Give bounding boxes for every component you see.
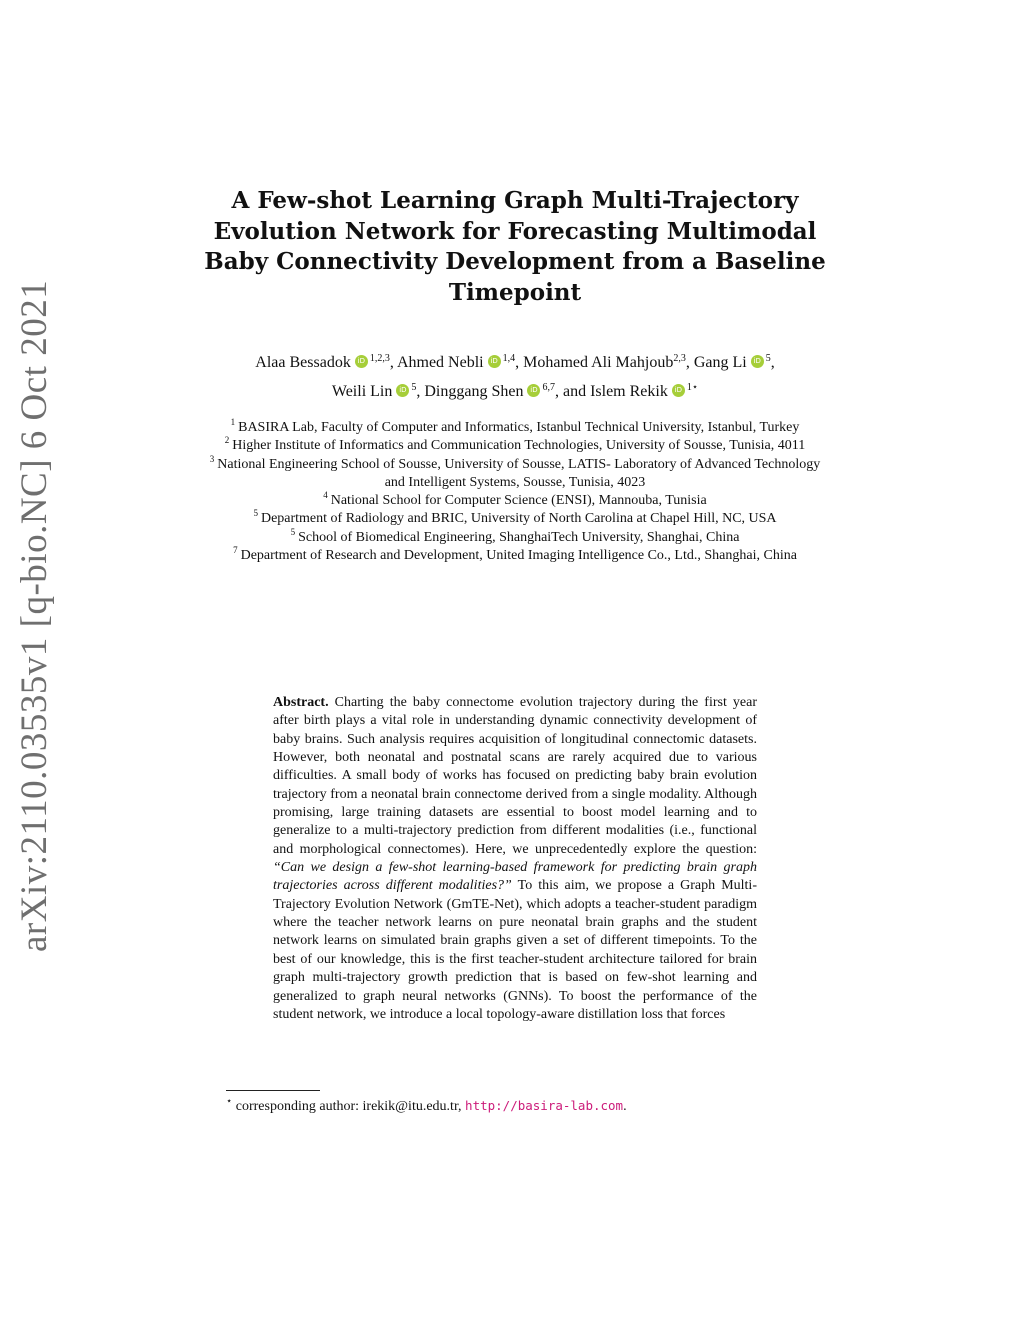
abstract bbox=[273, 694, 757, 1024]
author-name: Islem Rekik bbox=[590, 383, 668, 400]
author-separator: , bbox=[389, 354, 397, 371]
orcid-icon[interactable]: iD bbox=[488, 355, 501, 368]
orcid-icon[interactable]: iD bbox=[527, 384, 540, 397]
orcid-icon[interactable]: iD bbox=[355, 355, 368, 368]
footnote-text: corresponding author: irekik@itu.edu.tr, bbox=[235, 1099, 462, 1114]
author-name: Weili Lin bbox=[331, 383, 393, 400]
arxiv-identifier-stamp: arXiv:2110.03535v1 [q-bio.NC] 6 Oct 2021 bbox=[14, 279, 55, 952]
affiliation-list bbox=[205, 419, 825, 565]
paper-title: A Few-shot Learning Graph Multi-Trajectory Evolution Network for Forecasting Multimodal Baby Connectivity Development from a Baseline Timepoint bbox=[204, 187, 826, 306]
affiliation-text: National School for Computer Science (ENSI), Mannouba, Tunisia bbox=[330, 493, 707, 509]
affiliation-number: 3 bbox=[209, 453, 215, 464]
affiliation-number: 5 bbox=[290, 526, 296, 537]
author-affiliation-marker: 1,2,3 bbox=[369, 353, 390, 364]
abstract-heading: Abstract. bbox=[273, 695, 329, 710]
affiliation-item bbox=[205, 547, 825, 565]
orcid-icon[interactable]: iD bbox=[751, 355, 764, 368]
orcid-icon[interactable]: iD bbox=[396, 384, 409, 397]
author-affiliation-marker: 5 bbox=[411, 382, 417, 393]
author-separator: , bbox=[770, 354, 775, 371]
affiliation-text: National Engineering School of Sousse, University of Sousse, LATIS- Laboratory of Advanced Technology and Intelligent Systems, Sousse, Tunisia, 4023 bbox=[217, 456, 821, 490]
author-affiliation-marker: 2,3 bbox=[673, 353, 686, 364]
affiliation-text: Department of Research and Development, United Imaging Intelligence Co., Ltd., Shanghai, China bbox=[240, 548, 797, 564]
affiliation-item bbox=[205, 437, 825, 455]
affiliation-item bbox=[205, 453, 825, 493]
corresponding-author-footnote bbox=[226, 1097, 627, 1116]
author-name: Dinggang Shen bbox=[424, 383, 524, 400]
affiliation-item bbox=[205, 492, 825, 510]
lab-website-link[interactable]: http://basira-lab.com bbox=[465, 1098, 624, 1113]
affiliation-number: 4 bbox=[323, 490, 328, 501]
author-separator: , bbox=[515, 354, 524, 371]
author-affiliation-marker: 1⋆ bbox=[686, 382, 699, 393]
author-separator: , and bbox=[554, 383, 591, 400]
affiliation-text: Higher Institute of Informatics and Communication Technologies, University of Sousse, Tunisia, 4011 bbox=[232, 438, 806, 454]
author-affiliation-marker: 6,7 bbox=[542, 382, 555, 393]
affiliation-number: 7 bbox=[233, 545, 238, 556]
affiliation-text: BASIRA Lab, Faculty of Computer and Informatics, Istanbul Technical University, Istanbul, Turkey bbox=[238, 420, 800, 435]
author-separator: , bbox=[416, 383, 425, 400]
affiliation-number: 5 bbox=[253, 508, 258, 519]
affiliation-number: 2 bbox=[224, 435, 230, 446]
abstract-text-part-2: To this aim, we propose a Graph Multi-Trajectory Evolution Network (GmTE-Net), which adopts a teacher-student paradigm where the teacher network learns on pure neonatal brain graphs and the student network learns on simulated brain graphs given a set of different timepoints. To the best of our knowledge, this is the first teacher-student architecture tailored for brain graph multi-trajectory growth prediction that is based on few-shot learning and generalized to graph neural networks (GNNs). To boost the performance of the student network, we introduce a local topology-aware distillation loss that forces bbox=[273, 878, 757, 1022]
footnote-end: . bbox=[623, 1099, 627, 1114]
orcid-icon[interactable]: iD bbox=[672, 384, 685, 397]
abstract-research-question: “Can we design a few-shot learning-based framework for predicting brain graph trajectories across different modalities?” bbox=[273, 860, 757, 894]
affiliation-item bbox=[205, 419, 825, 437]
author-affiliation-marker: 5 bbox=[765, 353, 771, 364]
author-list-line-1 bbox=[200, 353, 830, 373]
affiliation-item bbox=[205, 510, 825, 528]
affiliation-text: Department of Radiology and BRIC, University of North Carolina at Chapel Hill, NC, USA bbox=[260, 511, 777, 527]
affiliation-number: 1 bbox=[230, 417, 236, 427]
footnote-divider bbox=[226, 1090, 320, 1091]
author-name: Mohamed Ali Mahjoub bbox=[523, 354, 674, 371]
author-name: Ahmed Nebli bbox=[396, 354, 484, 371]
author-separator: , bbox=[685, 354, 694, 371]
author-name: Gang Li bbox=[693, 354, 747, 371]
affiliation-text: School of Biomedical Engineering, ShanghaiTech University, Shanghai, China bbox=[298, 529, 740, 545]
author-affiliation-marker: 1,4 bbox=[502, 353, 516, 364]
abstract-text-part-1: Charting the baby connectome evolution trajectory during the first year after birth plays a vital role in understanding dynamic connectivity development of baby brains. Such analysis requires acquisition of longitudinal connectomic datasets. However, both neonatal and postnatal scans are rarely acquired due to various difficulties. A small body of works has focused on predicting baby brain evolution trajectory from a neonatal brain connectome derived from a single modality. Although promising, large training datasets are essential to boost model learning and to generalize to a multi-trajectory prediction from different modalities (i.e., functional and morphological connectomes). Here, we unprecedentedly explore the question: bbox=[273, 695, 757, 857]
author-list-line-2 bbox=[200, 382, 830, 402]
footnote-marker: ⋆ bbox=[226, 1096, 233, 1107]
author-name: Alaa Bessadok bbox=[255, 354, 351, 371]
affiliation-item bbox=[205, 526, 825, 547]
